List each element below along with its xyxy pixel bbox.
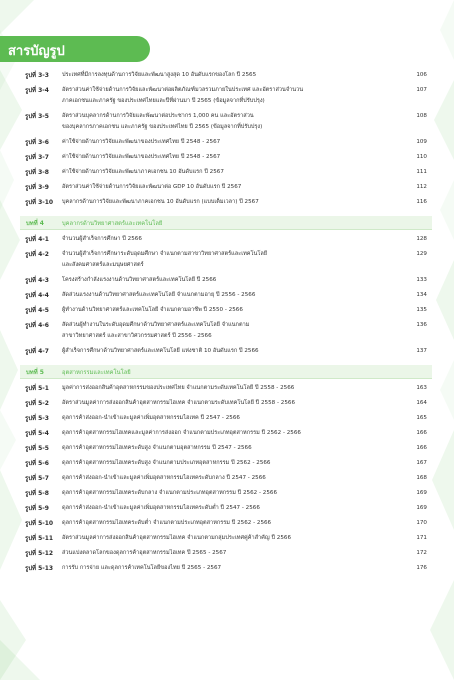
figure-number: รูปที่ 5-10 (25, 520, 54, 527)
figure-caption: ผู้สำเร็จการศึกษาด้านวิทยาศาสตร์และเทคโนโลยี แห่งชาติ 10 อันดับแรก ปี 2566 (62, 348, 259, 354)
figure-number: รูปที่ 4-6 (25, 322, 49, 329)
figure-caption: ดุลการค้าส่งออก-นำเข้าและมูลค่าเพิ่มอุตสาหกรรมไฮเทค ปี 2547 - 2566 (62, 415, 240, 421)
figure-caption: สัดส่วนแรงงานด้านวิทยาศาสตร์และเทคโนโลยี จำแนกตามอายุ ปี 2556 - 2566 (62, 292, 256, 298)
toc-entry[interactable] (0, 473, 454, 484)
page-number: 163 (416, 385, 427, 391)
page-number: 129 (416, 251, 427, 257)
figure-number: รูปที่ 4-4 (25, 292, 49, 299)
figure-number: รูปที่ 3-10 (25, 199, 54, 206)
figure-caption: อัตราส่วนมูลค่าการส่งออกสินค้าอุตสาหกรรมไฮเทค จำแนกตามกลุ่มประเทศคู่ค้าสำคัญ ปี 2566 (62, 535, 292, 541)
page-number: 136 (416, 322, 427, 328)
figure-caption: ดุลการค้าอุตสาหกรรมไฮเทคระดับกลาง จำแนกตามประเภทอุตสาหกรรม ปี 2562 - 2566 (62, 490, 278, 496)
page-number: 110 (416, 154, 427, 160)
figure-caption: จำนวนผู้สำเร็จการศึกษาระดับอุดมศึกษา จำแนกตามสาขาวิทยาศาสตร์และเทคโนโลยี (62, 251, 268, 257)
page-number: 176 (416, 565, 427, 571)
entry-spacer (0, 357, 454, 361)
figure-caption: การรับ การจ่าย และดุลการค้าเทคโนโลยีของไทย ปี 2565 - 2567 (62, 565, 222, 571)
chapter-label: บทที่ 5 (26, 369, 44, 376)
figure-number: รูปที่ 5-3 (25, 415, 49, 422)
figure-number: รูปที่ 4-5 (25, 307, 49, 314)
figure-caption: ดุลการค้าส่งออก-นำเข้าและมูลค่าเพิ่มอุตสาหกรรมไฮเทคระดับต่ำ ปี 2547 - 2566 (62, 505, 260, 511)
figure-caption: สาขาวิทยาศาสตร์ และสาขาวิศวกรรมศาสตร์ ปี 2556 - 2566 (62, 333, 212, 339)
figure-number: รูปที่ 3-4 (25, 87, 49, 94)
page-number: 135 (416, 307, 427, 313)
page-number: 167 (416, 460, 427, 466)
figure-caption: มูลค่าการส่งออกสินค้าอุตสาหกรรมของประเทศไทย จำแนกตามระดับเทคโนโลยี ปี 2558 - 2566 (62, 385, 295, 391)
figure-number: รูปที่ 5-1 (25, 385, 49, 392)
toc-entry[interactable] (0, 260, 454, 271)
page-number: 106 (416, 72, 427, 78)
page-number: 137 (416, 348, 427, 354)
figure-number: รูปที่ 5-5 (25, 445, 49, 452)
toc-entry[interactable] (0, 518, 454, 529)
page-number: 116 (416, 199, 427, 205)
figure-list (0, 70, 454, 578)
toc-entry[interactable] (0, 548, 454, 559)
toc-entry[interactable] (0, 111, 454, 122)
figure-group-4 (0, 234, 454, 361)
figure-number: รูปที่ 4-3 (25, 277, 49, 284)
toc-entry[interactable] (0, 249, 454, 260)
page-number: 166 (416, 445, 427, 451)
figure-number: รูปที่ 3-5 (25, 113, 49, 120)
figure-caption: ดุลการค้าอุตสาหกรรมไฮเทคระดับต่ำ จำแนกตามประเภทอุตสาหกรรม ปี 2562 - 2566 (62, 520, 272, 526)
toc-entry[interactable] (0, 320, 454, 331)
figure-group-3 (0, 70, 454, 212)
figure-number: รูปที่ 3-8 (25, 169, 49, 176)
figure-number: รูปที่ 4-1 (25, 236, 49, 243)
toc-entry[interactable] (0, 383, 454, 394)
chapter-heading-4 (20, 216, 432, 230)
page-number: 107 (416, 87, 427, 93)
figure-group-5 (0, 383, 454, 578)
figure-number: รูปที่ 5-7 (25, 475, 49, 482)
page-number: 166 (416, 430, 427, 436)
figure-caption: ดุลการค้าอุตสาหกรรมไฮเทคระดับสูง จำแนกตามอุตสาหกรรม ปี 2547 - 2566 (62, 445, 252, 451)
figure-caption: อัตราส่วนค่าใช้จ่ายด้านการวิจัยและพัฒนาต่อผลิตภัณฑ์มวลรวมภายในประเทศ และอัตราส่วนจำนวน (62, 87, 304, 93)
toc-entry[interactable] (0, 443, 454, 454)
figure-number: รูปที่ 5-2 (25, 400, 49, 407)
figure-caption: ค่าใช้จ่ายด้านการวิจัยและพัฒนาภาคเอกชน 10 อันดับแรก ปี 2567 (62, 169, 224, 175)
chapter-title: บุคลากรด้านวิทยาศาสตร์และเทคโนโลยี (62, 221, 163, 227)
figure-number: รูปที่ 5-8 (25, 490, 49, 497)
page-number: 169 (416, 505, 427, 511)
figure-number: รูปที่ 4-7 (25, 348, 49, 355)
figure-caption: อัตราส่วนมูลค่าการส่งออกสินค้าอุตสาหกรรมไฮเทค จำแนกตามระดับเทคโนโลยี ปี 2558 - 2566 (62, 400, 296, 406)
figure-caption: และสังคมศาสตร์และมนุษยศาสตร์ (62, 262, 144, 268)
page-number: 164 (416, 400, 427, 406)
chapter-label: บทที่ 4 (26, 220, 44, 227)
toc-entry[interactable] (0, 137, 454, 148)
toc-entry[interactable] (0, 488, 454, 499)
toc-entry[interactable] (0, 197, 454, 208)
page-number: 168 (416, 475, 427, 481)
page-number: 109 (416, 139, 427, 145)
toc-entry[interactable] (0, 290, 454, 301)
toc-entry[interactable] (0, 458, 454, 469)
figure-number: รูปที่ 5-11 (25, 535, 54, 542)
toc-entry[interactable] (0, 70, 454, 81)
toc-entry[interactable] (0, 413, 454, 424)
figure-number: รูปที่ 3-6 (25, 139, 49, 146)
figure-caption: จำนวนผู้สำเร็จการศึกษา ปี 2566 (62, 236, 142, 242)
figure-number: รูปที่ 4-2 (25, 251, 49, 258)
page-number: 172 (416, 550, 427, 556)
page-number: 169 (416, 490, 427, 496)
toc-entry[interactable] (0, 182, 454, 193)
toc-entry[interactable] (0, 96, 454, 107)
figure-number: รูปที่ 5-6 (25, 460, 49, 467)
page-number: 111 (416, 169, 427, 175)
page-number: 108 (416, 113, 427, 119)
toc-entry[interactable] (0, 503, 454, 514)
page-number: 171 (416, 535, 427, 541)
toc-entry[interactable] (0, 428, 454, 439)
page-number: 134 (416, 292, 427, 298)
figure-caption: ค่าใช้จ่ายด้านการวิจัยและพัฒนาของประเทศไทย ปี 2548 - 2567 (62, 154, 221, 160)
page-title: สารบัญรูป (8, 44, 65, 59)
toc-entry[interactable] (0, 331, 454, 342)
figure-caption: ดุลการค้าอุตสาหกรรมไฮเทคระดับสูง จำแนกตามประเภทอุตสาหกรรม ปี 2562 - 2566 (62, 460, 271, 466)
chapter-heading-5 (20, 365, 432, 379)
toc-entry[interactable] (0, 122, 454, 133)
toc-entry[interactable] (0, 275, 454, 286)
page-number: 128 (416, 236, 427, 242)
figure-caption: ของบุคลากรภาคเอกชน และภาครัฐ ของประเทศไทย ปี 2565 (ข้อมูลจากที่ปรับปรุง) (62, 124, 263, 130)
toc-entry[interactable] (0, 234, 454, 245)
figure-caption: ค่าใช้จ่ายด้านการวิจัยและพัฒนาของประเทศไทย ปี 2548 - 2567 (62, 139, 221, 145)
figure-caption: ภาคเอกชนและภาครัฐ ของประเทศไทยและปีที่ผ่านมา ปี 2565 (ข้อมูลจากที่ปรับปรุง) (62, 98, 265, 104)
figure-caption: ผู้ทำงานด้านวิทยาศาสตร์และเทคโนโลยี จำแนกตามอาชีพ ปี 2550 - 2566 (62, 307, 243, 313)
figure-caption: อัตราส่วนค่าใช้จ่ายด้านการวิจัยและพัฒนาต่อ GDP 10 อันดับแรก ปี 2567 (62, 184, 242, 190)
figure-caption: ดุลการค้าส่งออก-นำเข้าและมูลค่าเพิ่มอุตสาหกรรมไฮเทคระดับกลาง ปี 2547 - 2566 (62, 475, 266, 481)
toc-header (0, 36, 150, 62)
figure-number: รูปที่ 5-12 (25, 550, 54, 557)
entry-spacer (0, 208, 454, 212)
toc-entry[interactable] (0, 85, 454, 96)
figure-caption: ส่วนแบ่งตลาดโลกของดุลการค้าอุตสาหกรรมไฮเทค ปี 2565 - 2567 (62, 550, 227, 556)
figure-caption: ประเทศที่มีการลงทุนด้านการวิจัยและพัฒนาสูงสุด 10 อันดับแรกของโลก ปี 2565 (62, 72, 257, 78)
figure-number: รูปที่ 3-3 (25, 72, 49, 79)
toc-entry[interactable] (0, 533, 454, 544)
figure-caption: อัตราส่วนบุคลากรด้านการวิจัยและพัฒนาต่อประชากร 1,000 คน และอัตราส่วน (62, 113, 254, 119)
page-number: 112 (416, 184, 427, 190)
figure-caption: โครงสร้างกำลังแรงงานด้านวิทยาศาสตร์และเทคโนโลยี ปี 2566 (62, 277, 217, 283)
figure-caption: สัดส่วนผู้ทำงานในระดับอุดมศึกษาด้านวิทยาศาสตร์และเทคโนโลยี จำแนกตาม (62, 322, 250, 328)
figure-number: รูปที่ 5-4 (25, 430, 49, 437)
toc-entry[interactable] (0, 167, 454, 178)
page-number: 170 (416, 520, 427, 526)
chapter-title: อุตสาหกรรมและเทคโนโลยี (62, 370, 131, 376)
figure-number: รูปที่ 3-9 (25, 184, 49, 191)
figure-number: รูปที่ 5-13 (25, 565, 54, 572)
toc-entry[interactable] (0, 398, 454, 409)
toc-entry[interactable] (0, 152, 454, 163)
figure-number: รูปที่ 3-7 (25, 154, 49, 161)
toc-entry[interactable] (0, 563, 454, 574)
page-number: 133 (416, 277, 427, 283)
figure-caption: บุคลากรด้านการวิจัยและพัฒนาภาคเอกชน 10 อันดับแรก (แบบเต็มเวลา) ปี 2567 (62, 199, 259, 205)
toc-entry[interactable] (0, 346, 454, 357)
toc-entry[interactable] (0, 305, 454, 316)
page-number: 165 (416, 415, 427, 421)
entry-spacer (0, 574, 454, 578)
figure-number: รูปที่ 5-9 (25, 505, 49, 512)
figure-caption: ดุลการค้าอุตสาหกรรมไฮเทคและมูลค่าการส่งออก จำแนกตามประเภทอุตสาหกรรม ปี 2562 - 2566 (62, 430, 301, 436)
